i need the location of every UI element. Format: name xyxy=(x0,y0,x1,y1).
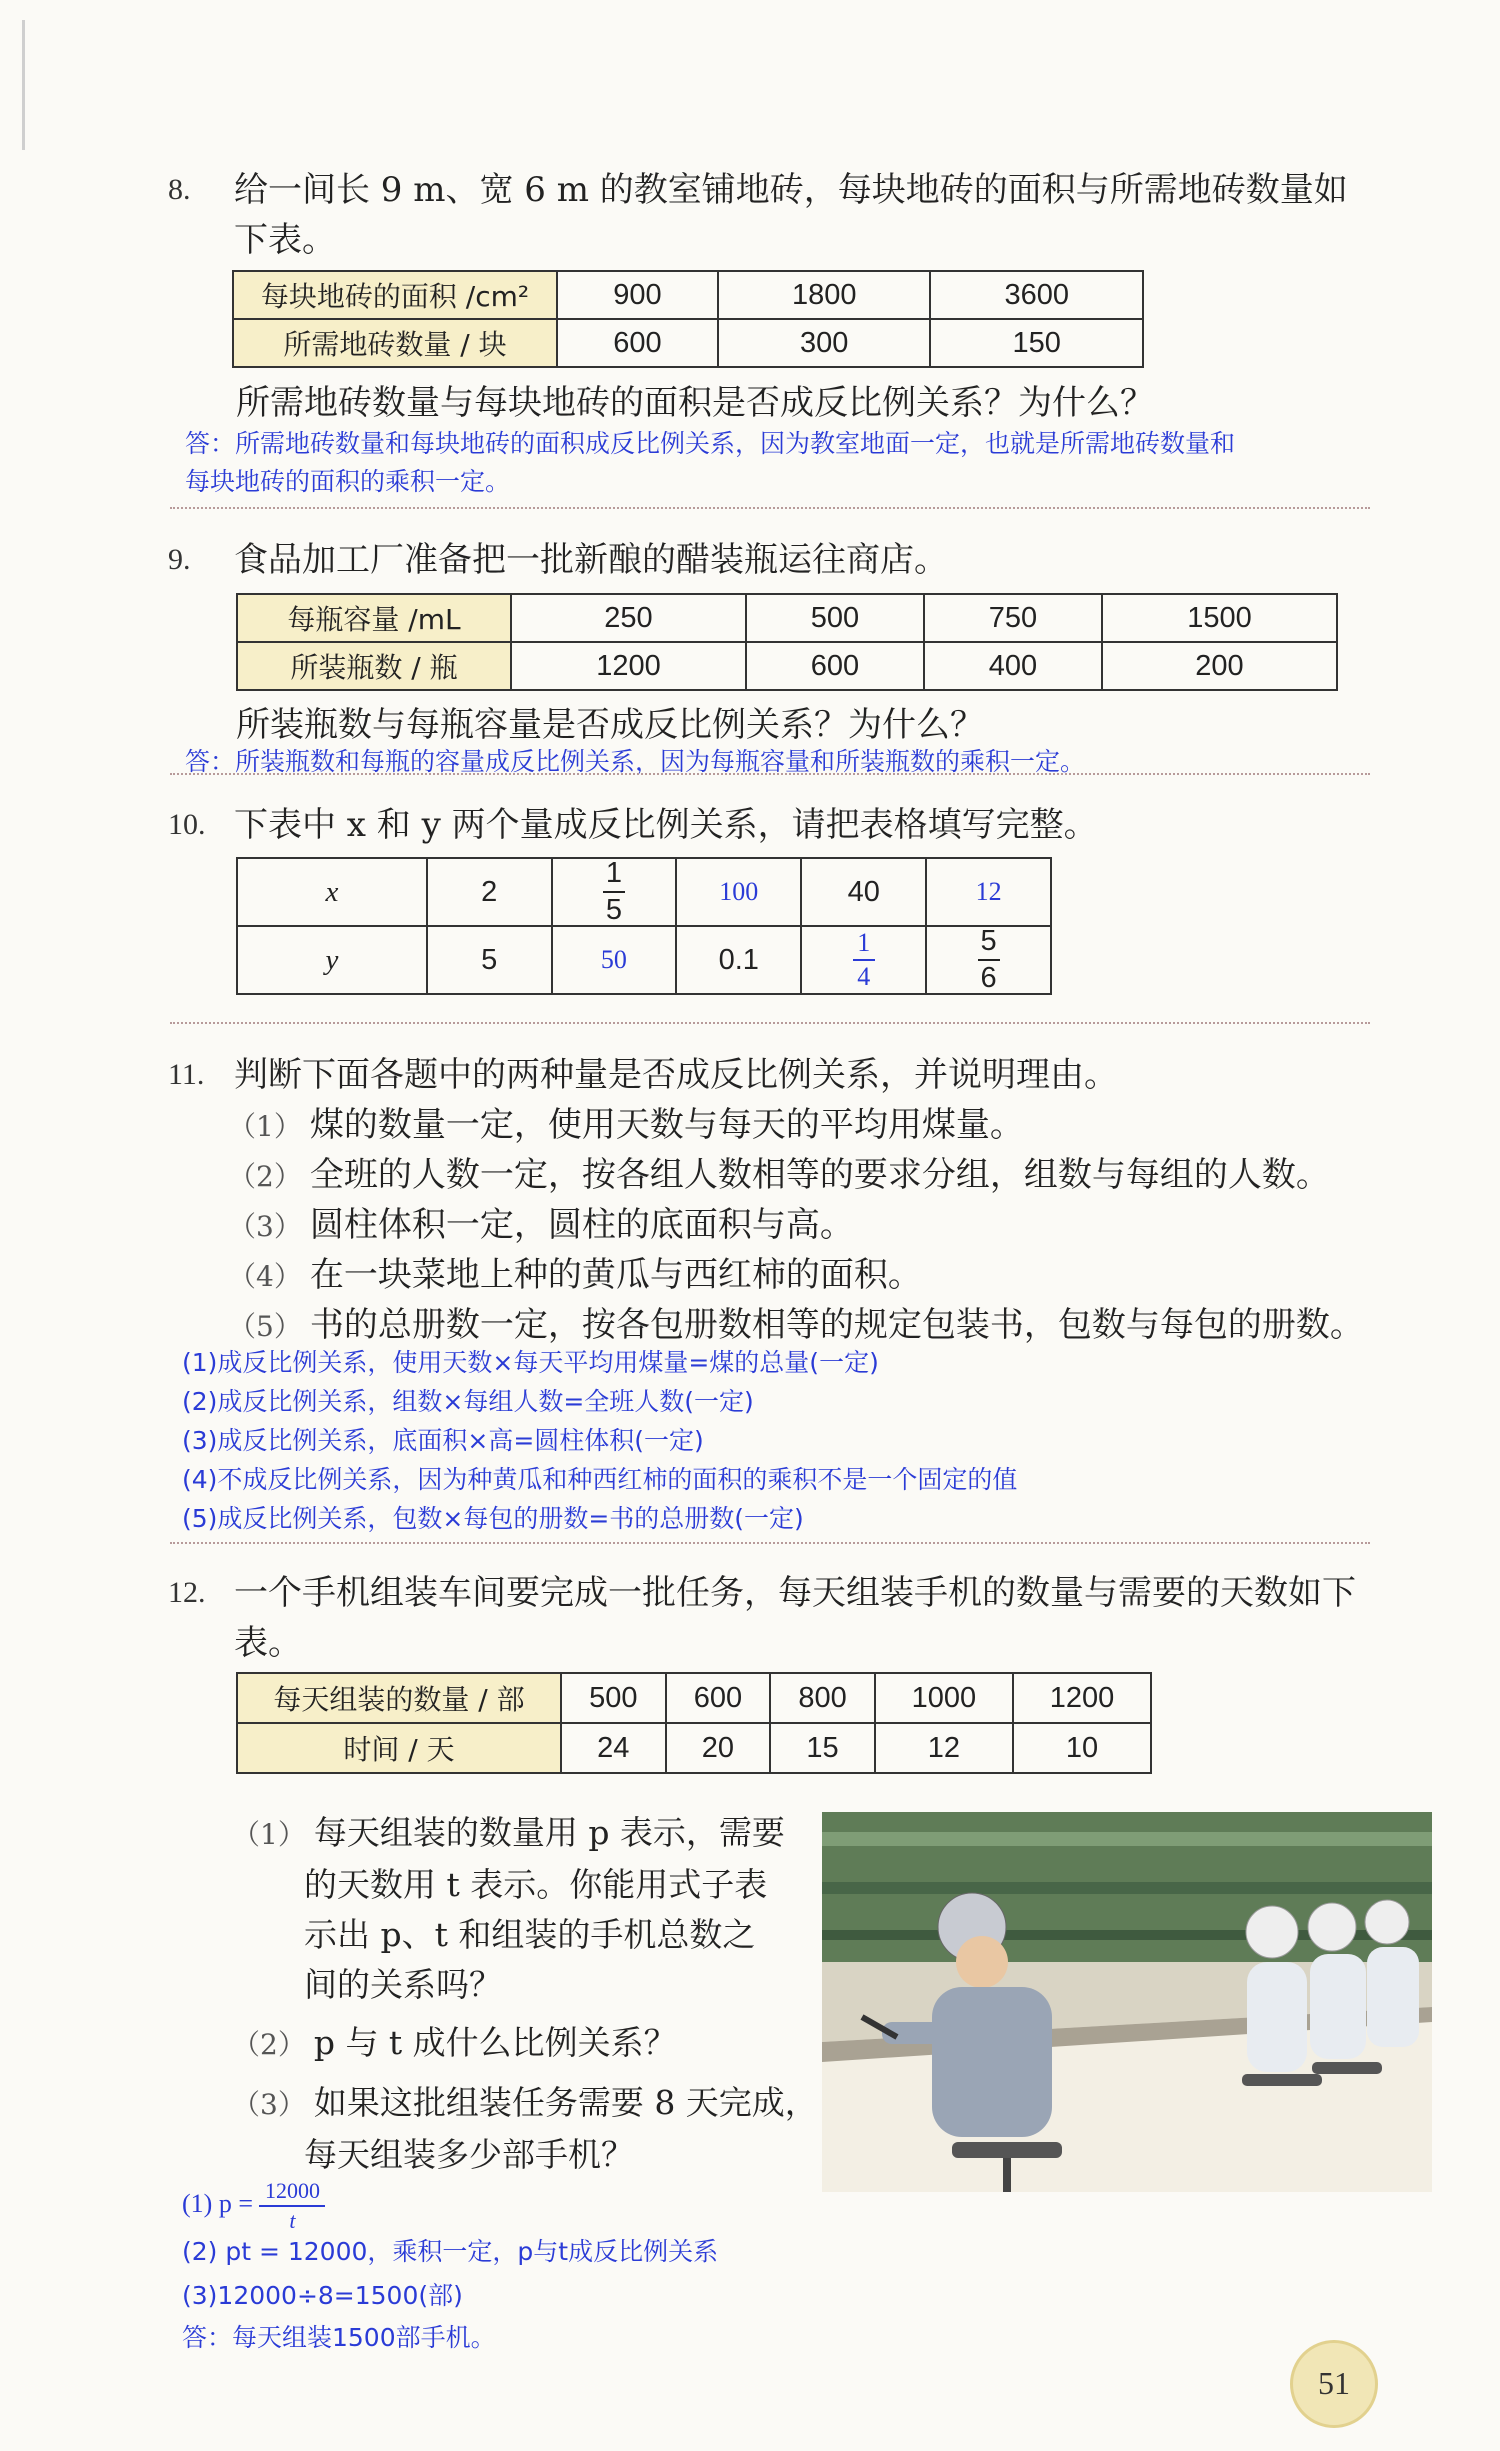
worker-body xyxy=(1247,1962,1307,2072)
worker-body xyxy=(1367,1947,1419,2047)
table-header: 每块地砖的面积 /cm² xyxy=(233,271,557,319)
q9-question: 所装瓶数与每瓶容量是否成反比例关系？为什么？ xyxy=(236,705,984,745)
question-text: 一个手机组装车间要完成一批任务，每天组装手机的数量与需要的天数如下表。 xyxy=(234,1573,1356,1663)
q11-answer-4: (4)不成反比例关系，因为种黄瓜和种西红柿的面积的乘积不是一个固定的值 xyxy=(182,1465,1018,1494)
table-cell: 15 xyxy=(770,1723,875,1773)
table-header: 所装瓶数 / 瓶 xyxy=(237,642,511,690)
fraction-denominator: 4 xyxy=(857,962,871,991)
table-cell: 2 xyxy=(427,858,552,926)
q9-table xyxy=(236,593,1338,691)
table-cell xyxy=(552,858,677,926)
fraction-numerator: 1 xyxy=(605,857,622,889)
fraction-bar xyxy=(259,2205,325,2207)
table-cell: 300 xyxy=(718,319,931,367)
chair-seat xyxy=(1312,2062,1382,2074)
q11-answer-5: (5)成反比例关系，包数×每包的册数=书的总册数(一定) xyxy=(182,1504,804,1533)
divider xyxy=(170,773,1370,775)
q11-item-2 xyxy=(228,1150,1330,1202)
table-row xyxy=(237,926,1051,994)
q8-question: 所需地砖数量与每块地砖的面积是否成反比例关系？为什么？ xyxy=(236,383,1154,423)
item-text: p 与 t 成什么比例关系？ xyxy=(313,2023,677,2062)
item-text: 如果这批组装任务需要 8 天完成， xyxy=(313,2083,818,2122)
worker-face xyxy=(956,1936,1008,1988)
q12-sub2 xyxy=(232,2018,677,2070)
table-cell: 1800 xyxy=(718,271,931,319)
q11-answer-3: (3)成反比例关系，底面积×高=圆柱体积(一定) xyxy=(182,1426,704,1455)
item-label: （1） xyxy=(232,1818,306,1851)
fraction-bar xyxy=(603,891,625,893)
fraction-denominator: 5 xyxy=(605,894,622,926)
item-text: 每天组装的数量用 p 表示，需要 xyxy=(313,1813,785,1852)
table-cell: 400 xyxy=(924,642,1102,690)
table-header: 每瓶容量 /mL xyxy=(237,594,511,642)
table-cell: 1200 xyxy=(1013,1673,1151,1723)
table-row xyxy=(237,1673,1151,1723)
item-text: 间的关系吗？ xyxy=(304,1965,502,2004)
fraction-numerator: 12000 xyxy=(264,2178,320,2203)
fraction xyxy=(853,930,875,990)
answer-prefix: (1) p = xyxy=(182,2188,253,2218)
q12-answer-2: (2) pt = 12000，乘积一定，p与t成反比例关系 xyxy=(182,2237,719,2266)
table-cell: 3600 xyxy=(930,271,1143,319)
item-text: 圆柱体积一定，圆柱的底面积与高。 xyxy=(309,1205,854,1245)
q12-sub1 xyxy=(232,1808,785,2010)
fraction-numerator: 1 xyxy=(857,928,871,957)
table-cell: 24 xyxy=(561,1723,666,1773)
fraction-denominator: t xyxy=(289,2208,296,2233)
table-cell: 1200 xyxy=(511,642,746,690)
q12-answer-4: 答：每天组装1500部手机。 xyxy=(182,2323,496,2352)
fraction-numerator: 5 xyxy=(980,925,997,957)
item-label: （2） xyxy=(232,2028,306,2061)
table-cell: 600 xyxy=(746,642,924,690)
table-cell: 150 xyxy=(930,319,1143,367)
item-text: 示出 p、t 和组装的手机总数之 xyxy=(304,1915,756,1954)
q8-answer-line1: 答：所需地砖数量和每块地砖的面积成反比例关系，因为教室地面一定，也就是所需地砖数量和 xyxy=(185,429,1236,458)
q11-item-4 xyxy=(228,1250,922,1302)
q12-answer-3: (3)12000÷8=1500(部) xyxy=(182,2281,463,2310)
item-text: 煤的数量一定，使用天数与每天的平均用煤量。 xyxy=(309,1105,1024,1145)
table-cell xyxy=(926,926,1051,994)
q12-table xyxy=(236,1672,1152,1774)
answer-cell xyxy=(801,926,926,994)
table-cell: 600 xyxy=(557,319,718,367)
question-11 xyxy=(170,1050,1380,1100)
item-text: 全班的人数一定，按各组人数相等的要求分组，组数与每组的人数。 xyxy=(309,1155,1330,1195)
worker-cap xyxy=(1308,1903,1356,1951)
table-header: y xyxy=(237,926,427,994)
q10-table xyxy=(236,857,1052,995)
question-12 xyxy=(170,1568,1380,1668)
item-label: （4） xyxy=(228,1260,302,1293)
table-cell: 500 xyxy=(561,1673,666,1723)
table-cell: 250 xyxy=(511,594,746,642)
table-cell: 12 xyxy=(875,1723,1013,1773)
page-number: 51 xyxy=(1290,2340,1378,2428)
table-row xyxy=(237,594,1337,642)
q12-answer-1 xyxy=(182,2180,325,2232)
q9-answer: 答：所装瓶数和每瓶的容量成反比例关系，因为每瓶容量和所装瓶数的乘积一定。 xyxy=(185,747,1086,776)
machine-rail xyxy=(822,1832,1432,1846)
q11-answer-1: (1)成反比例关系，使用天数×每天平均用煤量=煤的总量(一定) xyxy=(182,1348,879,1377)
question-number: 11. xyxy=(168,1058,205,1091)
assembly-workers-illustration xyxy=(822,1812,1432,2192)
table-cell: 1500 xyxy=(1102,594,1337,642)
question-number: 12. xyxy=(168,1576,206,1609)
question-text: 判断下面各题中的两种量是否成反比例关系，并说明理由。 xyxy=(234,1055,1118,1095)
table-row xyxy=(237,1723,1151,1773)
answer-cell: 100 xyxy=(676,858,801,926)
divider xyxy=(170,1542,1370,1544)
table-cell: 200 xyxy=(1102,642,1337,690)
machine-rail xyxy=(822,1882,1432,1894)
q11-item-1 xyxy=(228,1100,1024,1152)
q12-sub3 xyxy=(232,2078,818,2180)
item-text: 书的总册数一定，按各包册数相等的规定包装书，包数与每包的册数。 xyxy=(309,1305,1364,1345)
question-10 xyxy=(170,800,1380,850)
table-cell: 800 xyxy=(770,1673,875,1723)
item-label: （3） xyxy=(232,2088,306,2121)
divider xyxy=(170,507,1370,509)
fraction xyxy=(603,859,625,925)
worker-cap xyxy=(1246,1906,1298,1958)
table-cell: 900 xyxy=(557,271,718,319)
table-cell: 40 xyxy=(801,858,926,926)
table-cell: 0.1 xyxy=(676,926,801,994)
table-row xyxy=(233,319,1143,367)
q11-item-3 xyxy=(228,1200,854,1252)
answer-cell: 12 xyxy=(926,858,1051,926)
q8-answer-line2: 每块地砖的面积的乘积一定。 xyxy=(185,467,511,496)
item-label: （5） xyxy=(228,1310,302,1343)
q8-table xyxy=(232,270,1144,368)
item-text: 的天数用 t 表示。你能用式子表 xyxy=(304,1865,768,1904)
question-text: 食品加工厂准备把一批新酿的醋装瓶运往商店。 xyxy=(234,540,948,580)
question-text: 下表中 x 和 y 两个量成反比例关系，请把表格填写完整。 xyxy=(234,805,1098,845)
question-8 xyxy=(170,165,1380,265)
question-number: 10. xyxy=(168,808,206,841)
fraction-denominator: 6 xyxy=(980,962,997,994)
question-text: 给一间长 9 m、宽 6 m 的教室铺地砖，每块地砖的面积与所需地砖数量如下表。 xyxy=(234,170,1348,260)
fraction-bar xyxy=(853,959,875,961)
table-header: x xyxy=(237,858,427,926)
table-cell: 600 xyxy=(666,1673,771,1723)
q11-answer-2: (2)成反比例关系，组数×每组人数=全班人数(一定) xyxy=(182,1387,754,1416)
table-header: 每天组装的数量 / 部 xyxy=(237,1673,561,1723)
chair-seat xyxy=(952,2142,1062,2158)
divider xyxy=(170,1022,1370,1024)
chair-seat xyxy=(1242,2074,1322,2086)
question-number: 9. xyxy=(168,543,191,576)
fraction-bar xyxy=(978,959,1000,961)
margin-line xyxy=(22,20,25,150)
table-cell: 500 xyxy=(746,594,924,642)
worker-body xyxy=(932,1987,1052,2137)
table-cell: 10 xyxy=(1013,1723,1151,1773)
item-text: 在一块菜地上种的黄瓜与西红柿的面积。 xyxy=(309,1255,922,1295)
table-cell: 20 xyxy=(666,1723,771,1773)
table-cell: 1000 xyxy=(875,1673,1013,1723)
worker-cap xyxy=(1365,1900,1409,1944)
worker-body xyxy=(1310,1954,1366,2059)
table-row xyxy=(237,858,1051,926)
question-number: 8. xyxy=(168,173,191,206)
table-header: 所需地砖数量 / 块 xyxy=(233,319,557,367)
workshop-scene xyxy=(822,1812,1432,2192)
table-row xyxy=(237,642,1337,690)
fraction xyxy=(259,2180,325,2232)
answer-cell: 50 xyxy=(552,926,677,994)
question-9 xyxy=(170,535,1380,585)
item-text: 每天组装多少部手机？ xyxy=(304,2135,634,2174)
fraction xyxy=(978,927,1000,993)
item-label: （2） xyxy=(228,1160,302,1193)
table-cell: 750 xyxy=(924,594,1102,642)
table-row xyxy=(233,271,1143,319)
item-label: （3） xyxy=(228,1210,302,1243)
table-cell: 5 xyxy=(427,926,552,994)
table-header: 时间 / 天 xyxy=(237,1723,561,1773)
item-label: （1） xyxy=(228,1110,302,1143)
